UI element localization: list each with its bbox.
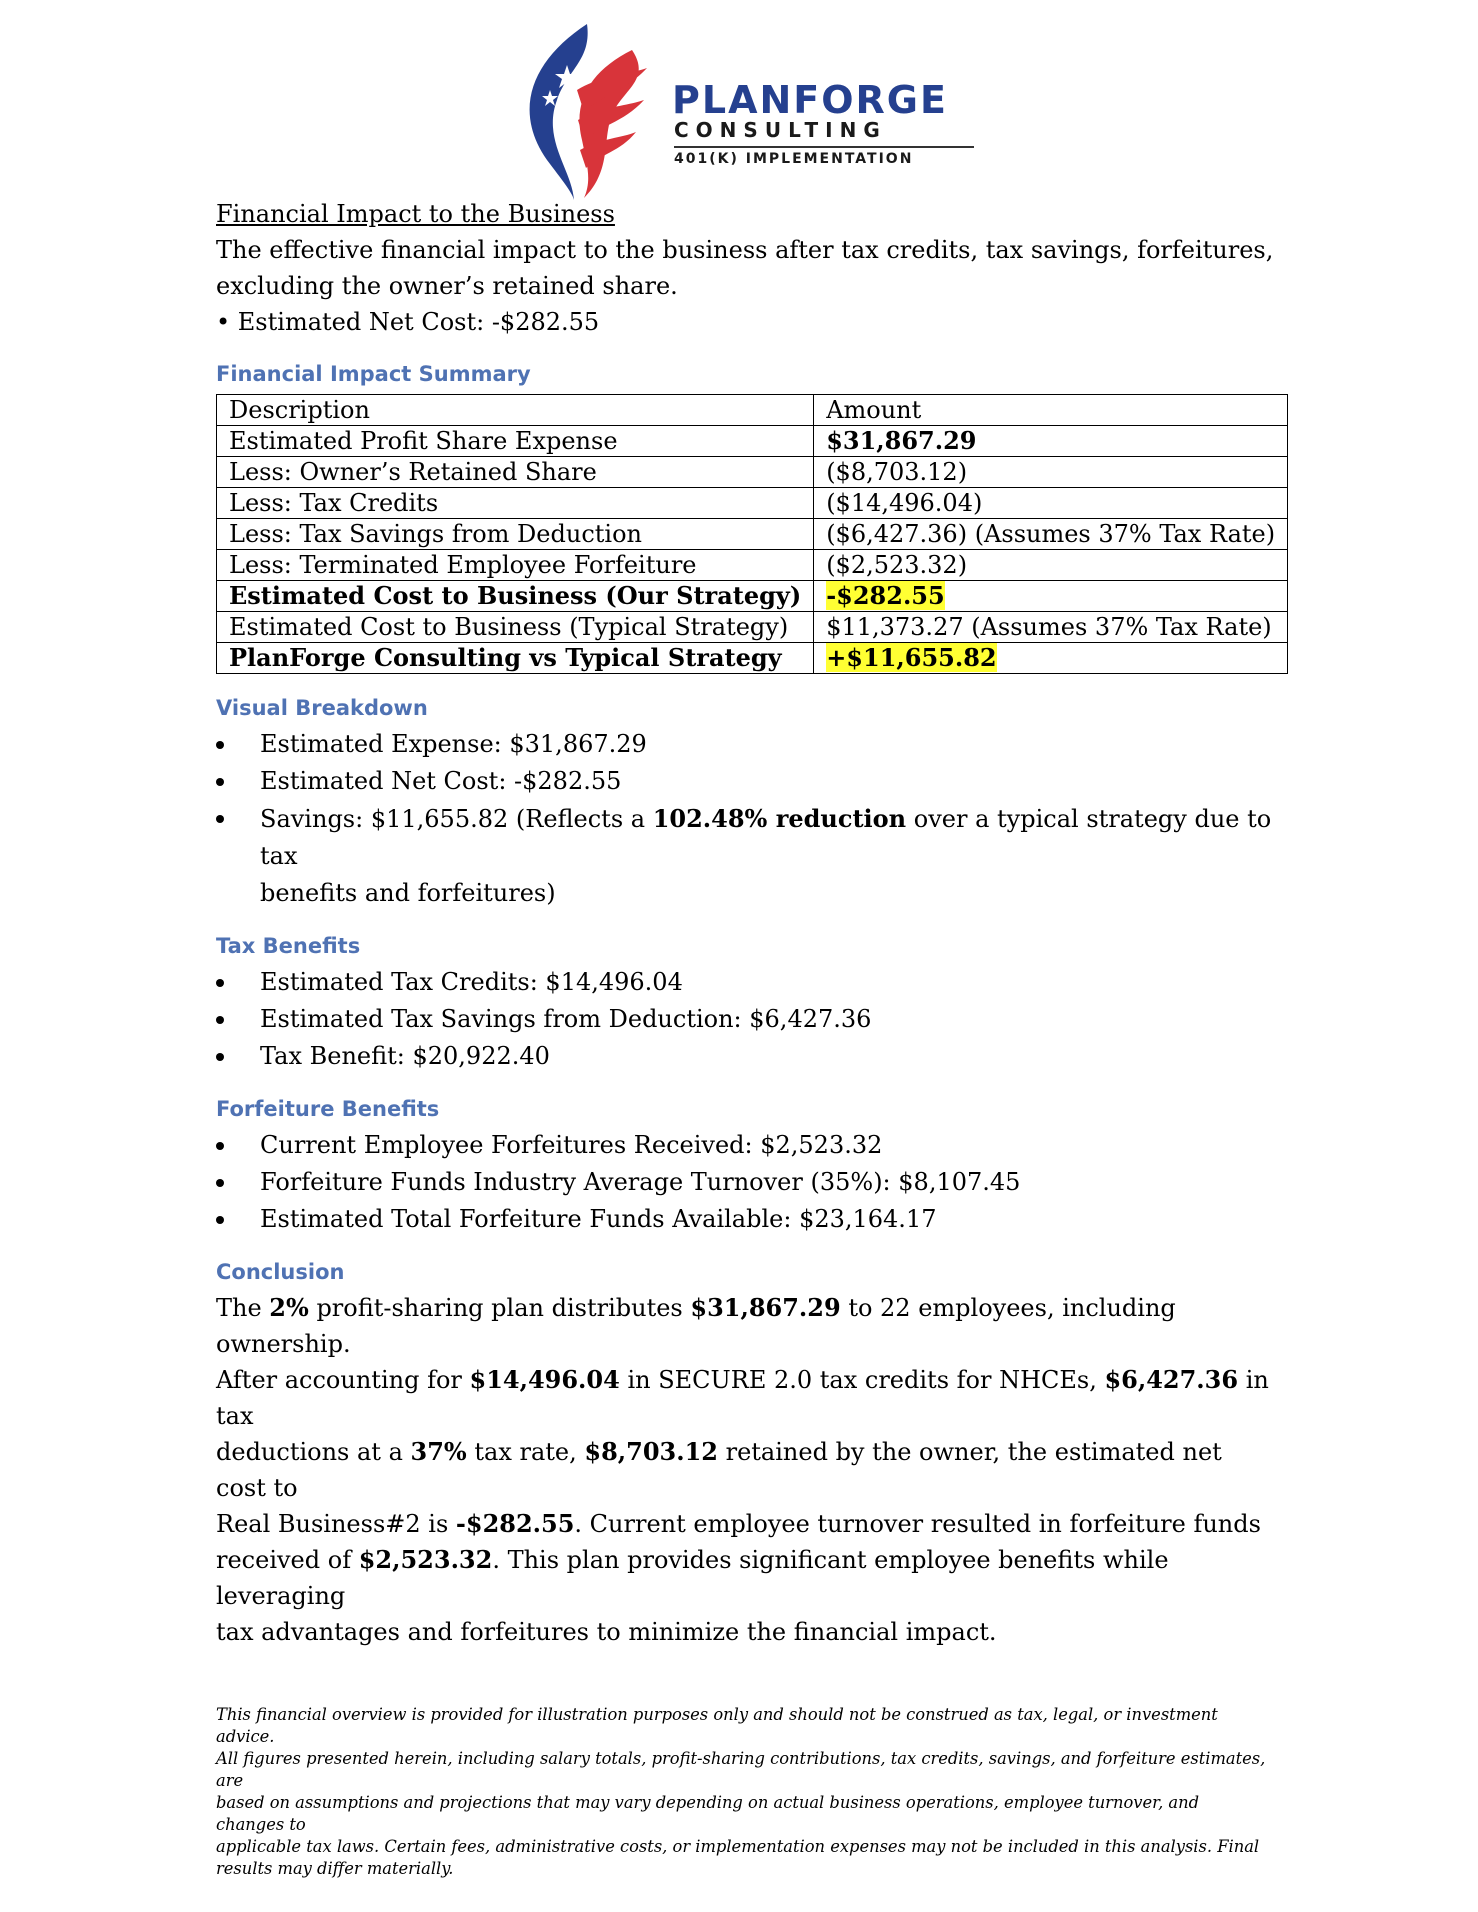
text: to 22 employees, including ownership. xyxy=(216,1294,1176,1358)
table-cell-amount: ($6,427.36) (Assumes 37% Tax Rate) xyxy=(814,519,1288,550)
table-cell-desc xyxy=(217,581,814,612)
list-item-text: Savings: $11,655.82 (Reflects a xyxy=(260,805,653,833)
table-row xyxy=(217,612,1288,643)
list-item-text: Estimated Tax Savings from Deduction: $6,427.36 xyxy=(260,1005,872,1033)
bold-text: $8,703.12 xyxy=(584,1437,718,1466)
list-item xyxy=(216,726,1276,763)
table-row xyxy=(217,550,1288,581)
list-item xyxy=(216,964,1276,1001)
disclaimer-line: based on assumptions and projections that may vary depending on actual business operations, employee turnover, and changes to xyxy=(216,1793,1200,1834)
bold-text: $2,523.32 xyxy=(358,1545,493,1574)
bold-text: $31,867.29 xyxy=(690,1293,841,1322)
flame-flag-icon xyxy=(512,20,662,200)
list-item xyxy=(216,800,1276,912)
list-item-text: Estimated Expense: $31,867.29 xyxy=(260,730,647,758)
bullet-icon xyxy=(216,815,224,823)
list-item-text: Estimated Net Cost: -$282.55 xyxy=(260,767,622,795)
highlighted-amount: +$11,655.82 xyxy=(826,643,997,672)
table-row xyxy=(217,643,1288,674)
table-cell-amount: Amount xyxy=(814,395,1288,426)
bullet-icon xyxy=(216,778,224,786)
bullet-icon xyxy=(216,979,224,987)
table-row xyxy=(217,457,1288,488)
intro-heading: Financial Impact to the Business xyxy=(216,200,615,228)
list-item xyxy=(216,1201,1276,1238)
conclusion-line: tax advantages and forfeitures to minimize the financial impact. xyxy=(216,1618,997,1646)
text: . Current employee turnover resulted in forfeiture funds xyxy=(574,1510,1261,1538)
text: tax rate, xyxy=(466,1438,585,1466)
table-row xyxy=(217,519,1288,550)
bold-text: $14,496.04 xyxy=(469,1365,620,1394)
list-item-text: Forfeiture Funds Industry Average Turnover (35%): $8,107.45 xyxy=(260,1168,1021,1196)
conclusion-line xyxy=(216,1506,1276,1542)
disclaimer-footer xyxy=(216,1704,1266,1880)
list-item-text: Estimated Total Forfeiture Funds Available: $23,164.17 xyxy=(260,1205,937,1233)
table-cell-desc: Less: Tax Savings from Deduction xyxy=(217,519,814,550)
table-cell-desc: Description xyxy=(217,395,814,426)
list-item xyxy=(216,1038,1276,1075)
highlighted-amount: -$282.55 xyxy=(826,581,945,610)
disclaimer-line: This financial overview is provided for illustration purposes only and should not be construed as tax, legal, or investment advice. xyxy=(216,1705,1218,1746)
conclusion-line xyxy=(216,1290,1276,1362)
disclaimer-line: All figures presented herein, including salary totals, profit-sharing contributions, tax credits, savings, and forfeiture estimates, are xyxy=(216,1749,1266,1790)
table-cell-amount: ($8,703.12) xyxy=(814,457,1288,488)
table-cell-amount xyxy=(814,643,1288,674)
text: received of xyxy=(216,1546,359,1574)
text: in tax xyxy=(216,1366,1269,1430)
text: The xyxy=(216,1294,270,1322)
visual-breakdown-list xyxy=(216,726,1276,912)
bullet-icon xyxy=(216,1179,224,1187)
table-row xyxy=(217,426,1288,457)
table-row xyxy=(217,581,1288,612)
list-item-text: benefits and forfeitures) xyxy=(260,879,556,907)
table-cell-desc xyxy=(217,643,814,674)
list-item xyxy=(216,1001,1276,1038)
bold-amount: $31,867.29 xyxy=(826,426,977,455)
bold-percent: 102.48% reduction xyxy=(652,804,907,833)
text: After accounting for xyxy=(216,1366,470,1394)
list-item xyxy=(216,763,1276,800)
forfeiture-benefits-list xyxy=(216,1127,1276,1238)
table-cell-desc: Estimated Profit Share Expense xyxy=(217,426,814,457)
disclaimer-line: applicable tax laws. Certain fees, administrative costs, or implementation expenses may not be included in this analysis. Final xyxy=(216,1837,1260,1856)
table-cell-amount: ($14,496.04) xyxy=(814,488,1288,519)
bullet-icon xyxy=(216,741,224,749)
bullet-icon xyxy=(216,1216,224,1224)
logo-divider xyxy=(674,146,974,148)
text: profit-sharing plan distributes xyxy=(308,1294,691,1322)
bold-text: 2% xyxy=(269,1293,309,1322)
list-item xyxy=(216,1164,1276,1201)
bullet-icon xyxy=(216,1016,224,1024)
bold-text: 37% xyxy=(410,1437,467,1466)
table-cell-amount: ($2,523.32) xyxy=(814,550,1288,581)
table-row xyxy=(217,395,1288,426)
bold-desc: Estimated Cost to Business (Our Strategy) xyxy=(229,581,802,610)
table-cell-desc: Less: Owner’s Retained Share xyxy=(217,457,814,488)
logo-subtitle: CONSULTING xyxy=(674,118,887,142)
visual-breakdown-title: Visual Breakdown xyxy=(216,696,428,720)
conclusion-line xyxy=(216,1542,1276,1614)
table-row xyxy=(217,488,1288,519)
list-item-text: Estimated Tax Credits: $14,496.04 xyxy=(260,968,683,996)
bullet-icon xyxy=(216,1142,224,1150)
text: Real Business#2 is xyxy=(216,1510,456,1538)
table-cell-amount: $11,373.27 (Assumes 37% Tax Rate) xyxy=(814,612,1288,643)
financial-summary-table xyxy=(216,394,1288,674)
list-item xyxy=(216,1127,1276,1164)
tax-benefits-title: Tax Benefits xyxy=(216,934,361,958)
conclusion-line xyxy=(216,1434,1276,1506)
table-cell-desc: Less: Terminated Employee Forfeiture xyxy=(217,550,814,581)
logo-tagline: 401(K) IMPLEMENTATION xyxy=(674,151,914,167)
list-item-text: Current Employee Forfeitures Received: $2,523.32 xyxy=(260,1131,883,1159)
tax-benefits-list xyxy=(216,964,1276,1075)
table-cell-desc: Estimated Cost to Business (Typical Strategy) xyxy=(217,612,814,643)
forfeiture-benefits-title: Forfeiture Benefits xyxy=(216,1097,440,1121)
list-item-text: over a typical strategy due to tax xyxy=(260,805,1272,870)
conclusion-title: Conclusion xyxy=(216,1260,345,1284)
disclaimer-line: results may differ materially. xyxy=(216,1859,454,1878)
list-item-text: Tax Benefit: $20,922.40 xyxy=(260,1042,550,1070)
text: . This plan provides significant employee benefits while leveraging xyxy=(216,1546,1169,1610)
conclusion-paragraph xyxy=(216,1290,1276,1650)
logo-name: PLANFORGE xyxy=(672,78,948,122)
intro-line-2: excluding the owner’s retained share. xyxy=(216,272,678,300)
text: retained by the owner, the estimated net cost to xyxy=(216,1438,1222,1502)
conclusion-line xyxy=(216,1362,1276,1434)
planforge-logo xyxy=(512,20,1012,200)
table-cell-amount xyxy=(814,426,1288,457)
text: in SECURE 2.0 tax credits for NHCEs, xyxy=(619,1366,1105,1394)
intro-line-1: The effective financial impact to the business after tax credits, tax savings, forfeitures, xyxy=(216,236,1274,264)
intro-net-cost: • Estimated Net Cost: -$282.55 xyxy=(216,308,600,336)
document-body xyxy=(216,196,1276,1650)
table-cell-desc: Less: Tax Credits xyxy=(217,488,814,519)
table-cell-amount xyxy=(814,581,1288,612)
bold-desc: PlanForge Consulting vs Typical Strategy xyxy=(229,643,782,672)
bold-text: $6,427.36 xyxy=(1104,1365,1239,1394)
summary-title: Financial Impact Summary xyxy=(216,362,531,386)
bold-text: -$282.55 xyxy=(455,1509,575,1538)
text: deductions at a xyxy=(216,1438,411,1466)
bullet-icon xyxy=(216,1053,224,1061)
